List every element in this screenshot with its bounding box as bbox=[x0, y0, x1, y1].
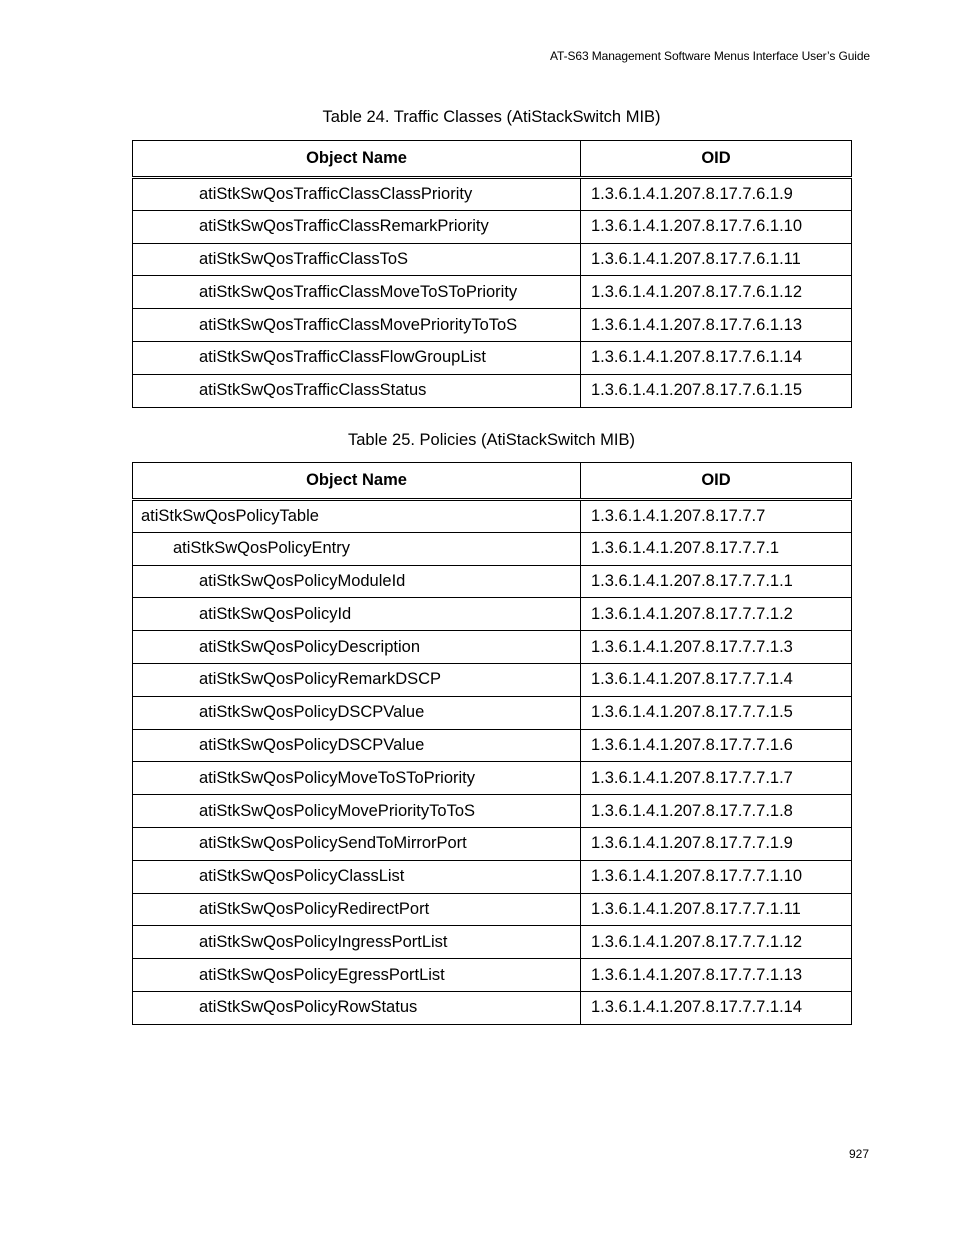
column-header-object-name: Object Name bbox=[133, 463, 581, 500]
table-row bbox=[133, 762, 852, 795]
table-row bbox=[133, 663, 852, 696]
object-name-cell: atiStkSwQosPolicyId bbox=[133, 598, 581, 631]
object-name-cell: atiStkSwQosPolicyDescription bbox=[133, 631, 581, 664]
table-row bbox=[133, 500, 852, 533]
table-row bbox=[133, 210, 852, 243]
page-number: 927 bbox=[848, 1147, 869, 1161]
table-row bbox=[133, 959, 852, 992]
oid-cell: 1.3.6.1.4.1.207.8.17.7.6.1.14 bbox=[581, 341, 852, 374]
oid-cell: 1.3.6.1.4.1.207.8.17.7.7 bbox=[581, 500, 852, 533]
oid-cell: 1.3.6.1.4.1.207.8.17.7.6.1.9 bbox=[581, 178, 852, 211]
oid-cell: 1.3.6.1.4.1.207.8.17.7.7.1.4 bbox=[581, 663, 852, 696]
column-header-oid: OID bbox=[581, 463, 852, 500]
oid-cell: 1.3.6.1.4.1.207.8.17.7.6.1.12 bbox=[581, 276, 852, 309]
object-name-cell: atiStkSwQosTrafficClassMovePriorityToToS bbox=[133, 309, 581, 342]
table-row bbox=[133, 991, 852, 1024]
oid-cell: 1.3.6.1.4.1.207.8.17.7.7.1.11 bbox=[581, 893, 852, 926]
oid-cell: 1.3.6.1.4.1.207.8.17.7.7.1.10 bbox=[581, 860, 852, 893]
object-name-cell: atiStkSwQosTrafficClassStatus bbox=[133, 374, 581, 407]
object-name-cell: atiStkSwQosPolicyModuleId bbox=[133, 565, 581, 598]
table-row bbox=[133, 860, 852, 893]
table-row bbox=[133, 565, 852, 598]
oid-cell: 1.3.6.1.4.1.207.8.17.7.7.1.3 bbox=[581, 631, 852, 664]
column-header-object-name: Object Name bbox=[133, 141, 581, 178]
oid-cell: 1.3.6.1.4.1.207.8.17.7.6.1.11 bbox=[581, 243, 852, 276]
policies-table bbox=[132, 462, 852, 1025]
column-header-oid: OID bbox=[581, 141, 852, 178]
table-row bbox=[133, 341, 852, 374]
object-name-cell: atiStkSwQosTrafficClassToS bbox=[133, 243, 581, 276]
object-name-cell: atiStkSwQosTrafficClassMoveToSToPriority bbox=[133, 276, 581, 309]
table-row bbox=[133, 276, 852, 309]
oid-cell: 1.3.6.1.4.1.207.8.17.7.6.1.13 bbox=[581, 309, 852, 342]
oid-cell: 1.3.6.1.4.1.207.8.17.7.7.1.14 bbox=[581, 991, 852, 1024]
object-name-cell: atiStkSwQosPolicyDSCPValue bbox=[133, 696, 581, 729]
oid-cell: 1.3.6.1.4.1.207.8.17.7.7.1.5 bbox=[581, 696, 852, 729]
object-name-cell: atiStkSwQosPolicyRemarkDSCP bbox=[133, 663, 581, 696]
traffic-classes-table bbox=[132, 140, 852, 408]
oid-cell: 1.3.6.1.4.1.207.8.17.7.6.1.15 bbox=[581, 374, 852, 407]
table-header-row bbox=[133, 463, 852, 500]
table-caption: Table 25. Policies (AtiStackSwitch MIB) bbox=[347, 431, 636, 449]
oid-cell: 1.3.6.1.4.1.207.8.17.7.7.1.6 bbox=[581, 729, 852, 762]
object-name-cell: atiStkSwQosPolicyMovePriorityToToS bbox=[133, 795, 581, 828]
object-name-cell: atiStkSwQosPolicySendToMirrorPort bbox=[133, 827, 581, 860]
oid-cell: 1.3.6.1.4.1.207.8.17.7.7.1.7 bbox=[581, 762, 852, 795]
table-row bbox=[133, 631, 852, 664]
object-name-cell: atiStkSwQosTrafficClassClassPriority bbox=[133, 178, 581, 211]
object-name-cell: atiStkSwQosTrafficClassFlowGroupList bbox=[133, 341, 581, 374]
table-row bbox=[133, 598, 852, 631]
object-name-cell: atiStkSwQosPolicyIngressPortList bbox=[133, 926, 581, 959]
table-row bbox=[133, 532, 852, 565]
oid-cell: 1.3.6.1.4.1.207.8.17.7.6.1.10 bbox=[581, 210, 852, 243]
table-row bbox=[133, 243, 852, 276]
table-row bbox=[133, 309, 852, 342]
table-row bbox=[133, 827, 852, 860]
oid-cell: 1.3.6.1.4.1.207.8.17.7.7.1.2 bbox=[581, 598, 852, 631]
table-row bbox=[133, 178, 852, 211]
object-name-cell: atiStkSwQosPolicyEntry bbox=[133, 532, 581, 565]
table-row bbox=[133, 729, 852, 762]
table-body bbox=[133, 178, 852, 408]
table-row bbox=[133, 696, 852, 729]
oid-cell: 1.3.6.1.4.1.207.8.17.7.7.1 bbox=[581, 532, 852, 565]
running-header: AT-S63 Management Software Menus Interface User’s Guide bbox=[550, 49, 870, 63]
object-name-cell: atiStkSwQosPolicyEgressPortList bbox=[133, 959, 581, 992]
table-caption: Table 24. Traffic Classes (AtiStackSwitch MIB) bbox=[322, 108, 661, 126]
oid-cell: 1.3.6.1.4.1.207.8.17.7.7.1.8 bbox=[581, 795, 852, 828]
object-name-cell: atiStkSwQosPolicyRedirectPort bbox=[133, 893, 581, 926]
table-row bbox=[133, 893, 852, 926]
oid-cell: 1.3.6.1.4.1.207.8.17.7.7.1.13 bbox=[581, 959, 852, 992]
object-name-cell: atiStkSwQosPolicyClassList bbox=[133, 860, 581, 893]
oid-cell: 1.3.6.1.4.1.207.8.17.7.7.1.1 bbox=[581, 565, 852, 598]
table-row bbox=[133, 926, 852, 959]
oid-cell: 1.3.6.1.4.1.207.8.17.7.7.1.12 bbox=[581, 926, 852, 959]
object-name-cell: atiStkSwQosPolicyTable bbox=[133, 500, 581, 533]
object-name-cell: atiStkSwQosPolicyMoveToSToPriority bbox=[133, 762, 581, 795]
oid-cell: 1.3.6.1.4.1.207.8.17.7.7.1.9 bbox=[581, 827, 852, 860]
object-name-cell: atiStkSwQosTrafficClassRemarkPriority bbox=[133, 210, 581, 243]
table-row bbox=[133, 374, 852, 407]
object-name-cell: atiStkSwQosPolicyRowStatus bbox=[133, 991, 581, 1024]
object-name-cell: atiStkSwQosPolicyDSCPValue bbox=[133, 729, 581, 762]
table-row bbox=[133, 795, 852, 828]
table-header-row bbox=[133, 141, 852, 178]
table-body bbox=[133, 500, 852, 1025]
